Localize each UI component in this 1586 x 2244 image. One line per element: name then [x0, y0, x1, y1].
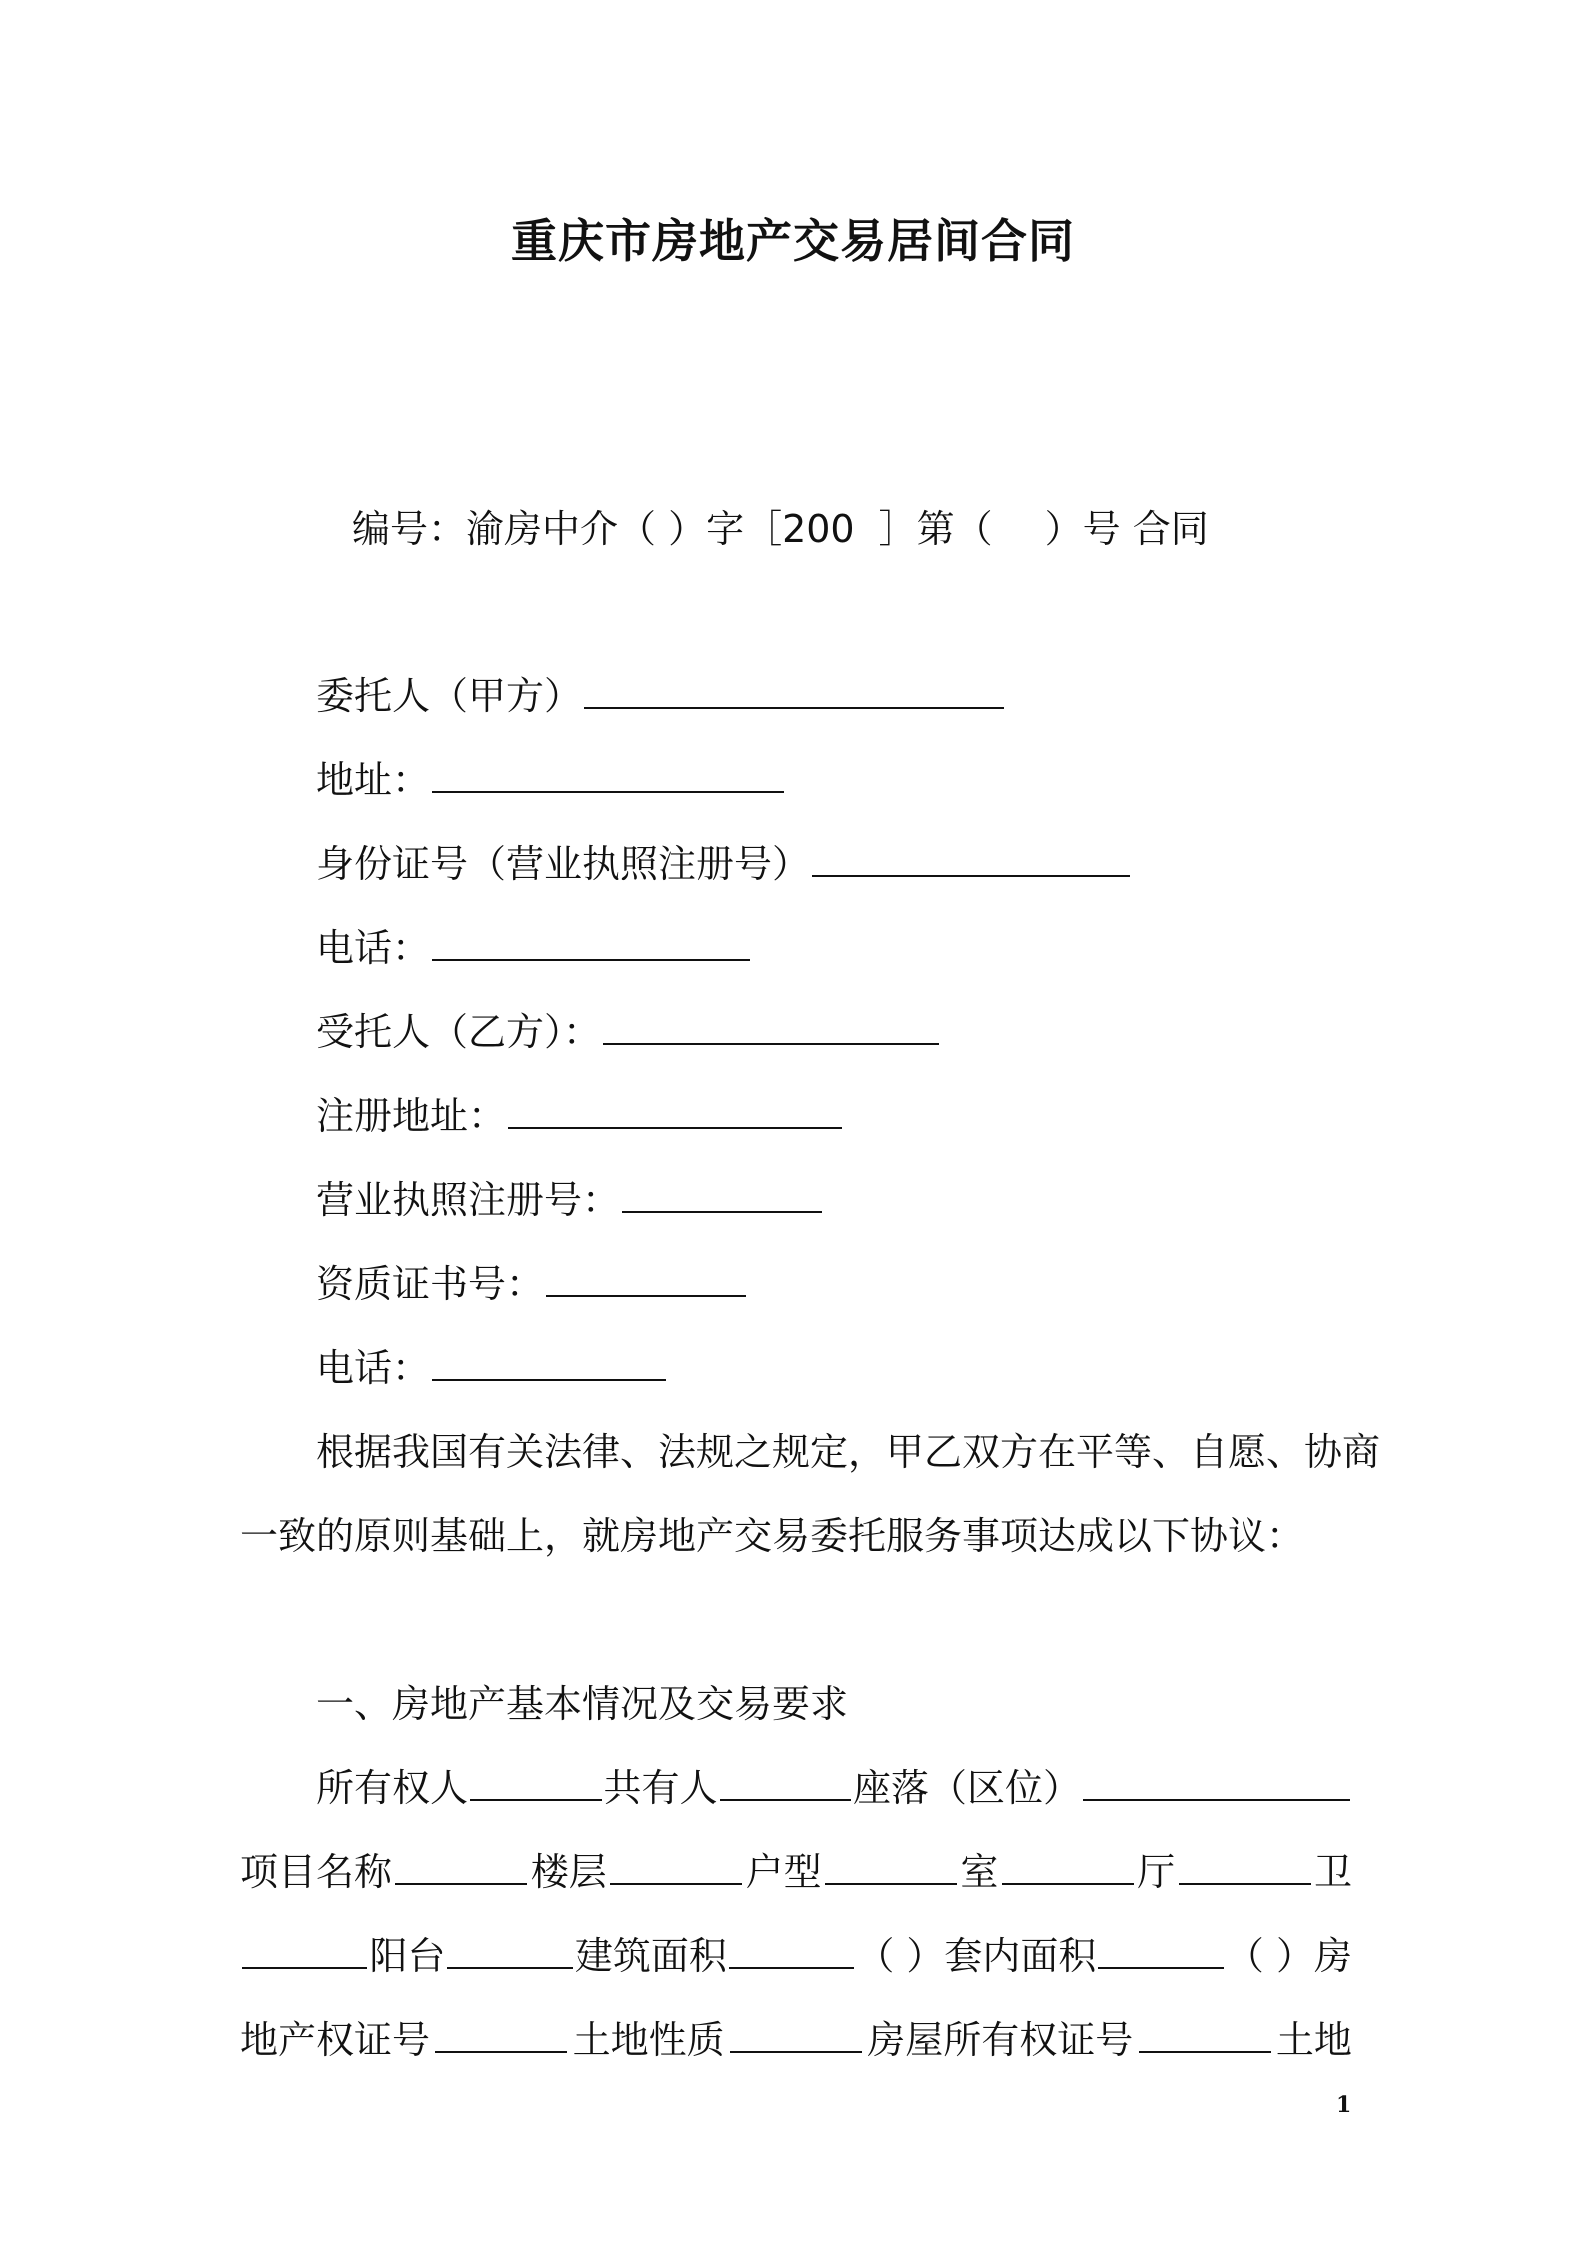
- section-1-row-3: [240, 1932, 1352, 1980]
- party-a-phone-blank: [432, 925, 750, 961]
- field-balcony-label: 阳台: [369, 1934, 446, 1978]
- field-property-cert-label: 地产权证号: [240, 2018, 431, 2062]
- field-rooms-blank: [825, 1849, 957, 1885]
- party-a-blank: [584, 673, 1004, 709]
- field-baths-blank: [1179, 1849, 1311, 1885]
- contract-number-line: [352, 505, 1209, 553]
- party-b-phone-blank: [432, 1345, 666, 1381]
- party-a-id-line: [316, 840, 1132, 888]
- party-b-line: [316, 1008, 941, 1056]
- field-land-label-start: 土地: [1275, 2018, 1352, 2062]
- party-a-address-label: 地址：: [316, 758, 431, 802]
- party-a-phone-label: 电话：: [316, 926, 431, 970]
- party-a-address-line: [316, 756, 786, 804]
- field-inner-area-blank: [1098, 1933, 1223, 1969]
- party-b-cert-blank: [546, 1261, 746, 1297]
- field-location-label: 座落（区位）: [853, 1766, 1082, 1810]
- field-project-blank: [395, 1849, 527, 1885]
- party-b-phone-label: 电话：: [316, 1346, 431, 1390]
- contract-number-label: 编号：渝房中介（ ）字［200: [352, 507, 855, 551]
- field-land-nature-blank: [730, 2017, 862, 2053]
- field-bath-unit: 卫: [1313, 1850, 1352, 1894]
- field-floor-blank: [610, 1849, 742, 1885]
- preamble-line-1: 根据我国有关法律、法规之规定，甲乙双方在平等、自愿、协商: [316, 1430, 1381, 1474]
- party-a-id-blank: [812, 841, 1130, 877]
- party-b-cert-label: 资质证书号：: [316, 1262, 545, 1306]
- party-b-address-label: 注册地址：: [316, 1094, 507, 1138]
- field-gross-area-blank: [729, 1933, 854, 1969]
- field-owner-blank: [470, 1765, 601, 1801]
- contract-number-middle: ］第（: [878, 507, 993, 551]
- party-b-address-line: [316, 1092, 844, 1140]
- party-b-blank: [603, 1009, 939, 1045]
- field-inner-area-label: （ ）套内面积: [856, 1934, 1097, 1978]
- field-location-blank: [1083, 1765, 1350, 1801]
- page-number: 1: [1336, 2092, 1352, 2118]
- field-owner-label: 所有权人: [316, 1766, 469, 1810]
- field-hall-unit: 厅: [1137, 1850, 1176, 1894]
- section-1-heading: 一、房地产基本情况及交易要求: [316, 1682, 849, 1726]
- party-b-address-blank: [508, 1093, 842, 1129]
- party-b-label: 受托人（乙方）：: [316, 1010, 602, 1054]
- party-b-cert-line: [316, 1260, 748, 1308]
- party-b-license-label: 营业执照注册号：: [316, 1178, 621, 1222]
- contract-number-end: ）号 合同: [1044, 507, 1209, 551]
- field-land-nature-label: 土地性质: [572, 2018, 725, 2062]
- party-a-label: 委托人（甲方）: [316, 674, 583, 718]
- party-a-id-label: 身份证号（营业执照注册号）: [316, 842, 811, 886]
- field-house-cert-blank: [1139, 2017, 1271, 2053]
- party-a-phone-line: [316, 924, 752, 972]
- field-house-cert-label: 房屋所有权证号: [867, 2018, 1134, 2062]
- preamble-line-2: 一致的原则基础上，就房地产交易委托服务事项达成以下协议：: [240, 1514, 1305, 1558]
- field-co-owner-label: 共有人: [603, 1766, 718, 1810]
- party-a-address-blank: [432, 757, 784, 793]
- field-room-unit: 室: [960, 1850, 999, 1894]
- section-1-row-4: [240, 2016, 1352, 2064]
- field-layout-label: 户型: [745, 1850, 822, 1894]
- field-floor-label: 楼层: [530, 1850, 607, 1894]
- document-title: 重庆市房地产交易居间合同: [511, 214, 1075, 268]
- field-halls-blank: [1002, 1849, 1134, 1885]
- party-b-phone-line: [316, 1344, 668, 1392]
- field-gross-area-pre-blank: [447, 1933, 572, 1969]
- party-b-license-line: [316, 1176, 824, 1224]
- section-1-row-1: [316, 1764, 1352, 1812]
- field-property-cert-blank: [435, 2017, 567, 2053]
- party-a-line: [316, 672, 1006, 720]
- field-project-label: 项目名称: [240, 1850, 393, 1894]
- field-co-owner-blank: [720, 1765, 851, 1801]
- field-gross-area-label: 建筑面积: [574, 1934, 727, 1978]
- field-inner-area-unit: （ ）: [1225, 1934, 1314, 1978]
- party-b-license-blank: [622, 1177, 822, 1213]
- section-1-row-2: [240, 1848, 1352, 1896]
- field-property-label-start: 房: [1313, 1934, 1352, 1978]
- field-balcony-blank: [242, 1933, 367, 1969]
